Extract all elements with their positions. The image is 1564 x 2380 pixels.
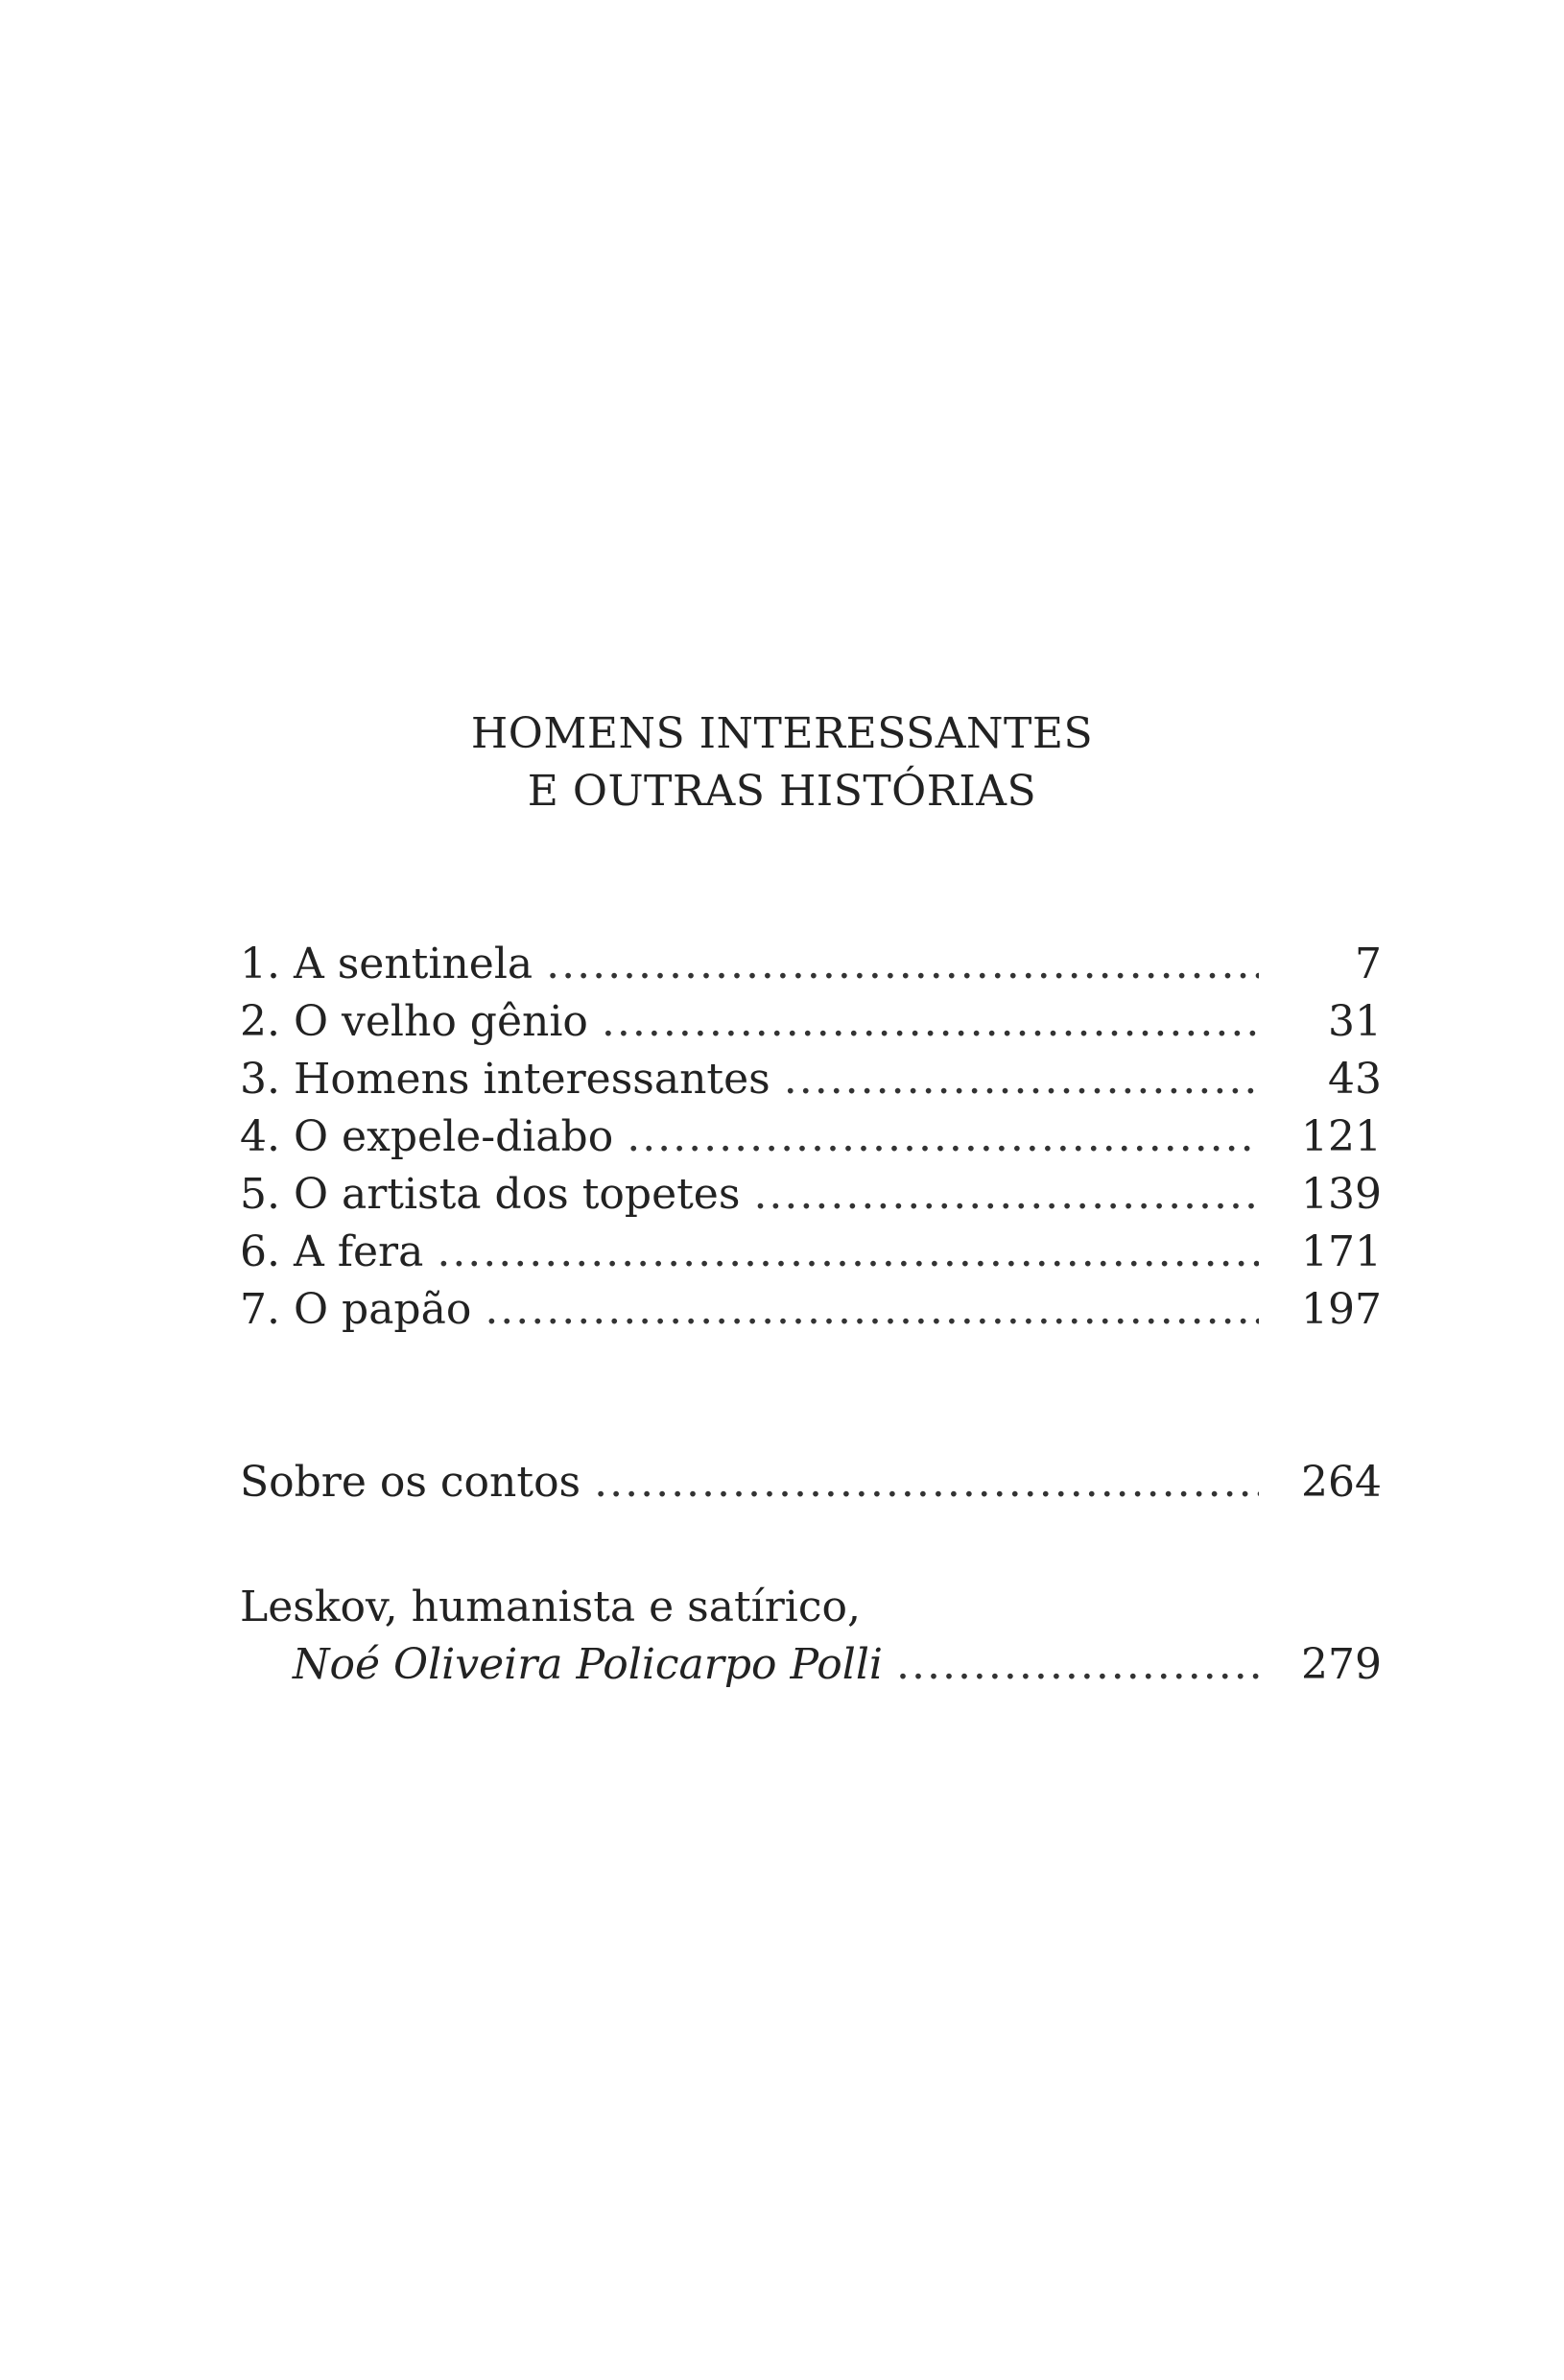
dot-leader [602, 993, 1259, 1051]
title-line-2: E OUTRAS HISTÓRIAS [527, 767, 1037, 816]
dot-leader [546, 936, 1259, 993]
entry-label: 1. A sentinela [240, 940, 533, 988]
entry-page: 197 [1301, 1285, 1382, 1334]
entry-page: 31 [1328, 997, 1382, 1046]
dot-leader [753, 1166, 1259, 1224]
entry-page: 279 [1301, 1640, 1382, 1689]
entry-label: Sobre os contos [240, 1458, 581, 1507]
entry-label: 7. O papão [240, 1285, 472, 1334]
entry-label: 5. O artista dos topetes [240, 1170, 741, 1219]
essay-author: Noé Oliveira Policarpo Polli [293, 1640, 883, 1689]
entry-page: 264 [1301, 1458, 1382, 1507]
toc-entry[interactable] [240, 936, 1382, 993]
dot-leader [784, 1051, 1259, 1108]
entry-label: 4. O expele-diabo [240, 1112, 614, 1161]
entry-page: 171 [1301, 1227, 1382, 1276]
essay-section [240, 1579, 1382, 1694]
toc-entry[interactable] [240, 1224, 1382, 1281]
dot-leader [627, 1108, 1259, 1166]
entry-label: 2. O velho gênio [240, 997, 588, 1046]
entry-page: 43 [1328, 1055, 1382, 1104]
chapter-list [240, 936, 1382, 1339]
entry-page: 139 [1301, 1170, 1382, 1219]
toc-entry[interactable] [240, 1051, 1382, 1108]
entry-page: 7 [1355, 940, 1382, 988]
dot-leader [485, 1281, 1259, 1339]
toc-entry[interactable] [240, 1166, 1382, 1224]
title-line-1: HOMENS INTERESSANTES [470, 709, 1094, 758]
essay-title-row[interactable] [240, 1579, 1382, 1636]
entry-label: 6. A fera [240, 1227, 424, 1276]
dot-leader [896, 1636, 1259, 1694]
essay-title: Leskov, humanista e satírico, [240, 1583, 861, 1631]
essay-author-row[interactable] [240, 1636, 1382, 1694]
dot-leader [437, 1224, 1259, 1281]
entry-page: 121 [1301, 1112, 1382, 1161]
toc-entry[interactable] [240, 1281, 1382, 1339]
toc-entry[interactable] [240, 993, 1382, 1051]
entry-label: 3. Homens interessantes [240, 1055, 770, 1104]
toc-entry[interactable] [240, 1108, 1382, 1166]
dot-leader [594, 1454, 1259, 1511]
toc-entry-sobre[interactable] [240, 1454, 1382, 1511]
sobre-section [240, 1454, 1382, 1511]
toc-title [0, 705, 1564, 821]
